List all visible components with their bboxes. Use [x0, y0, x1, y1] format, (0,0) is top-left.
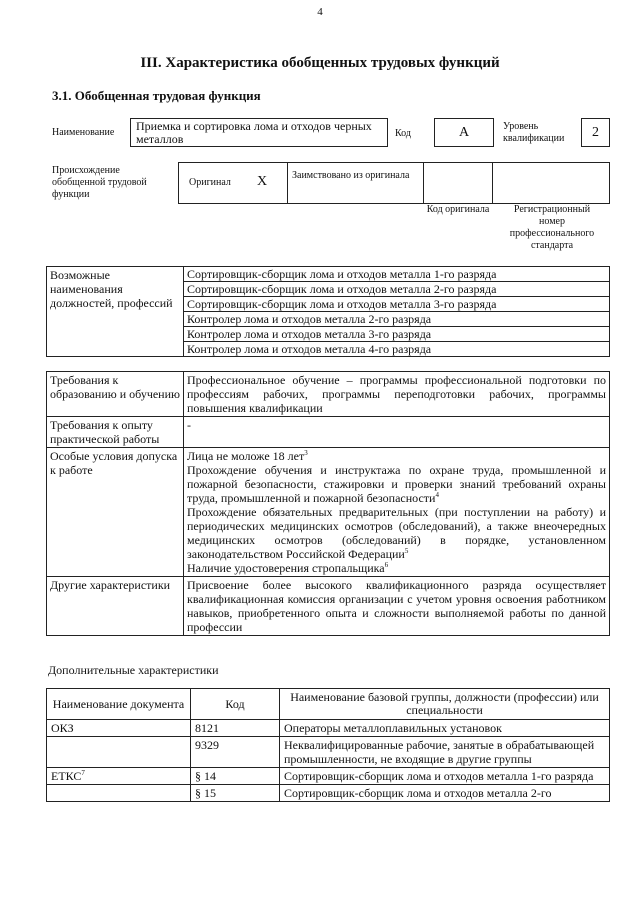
code-cell: § 15	[191, 785, 280, 802]
name-value: Приемка и сортировка лома и отходов черных металлов	[136, 119, 372, 146]
table-row	[47, 737, 610, 768]
doc-cell	[47, 785, 191, 802]
page-number: 4	[317, 6, 323, 18]
code-value-box	[434, 118, 494, 147]
conditions-label: Особые условия допуска к работе	[47, 448, 184, 577]
table-row	[47, 768, 610, 785]
name-cell: Операторы металлоплавильных установок	[280, 720, 610, 737]
code-original-caption: Код оригинала	[426, 204, 490, 215]
position-item: Сортировщик-сборщик лома и отходов металла 2-го разряда	[184, 282, 609, 297]
level-label: Уровень квалификации	[503, 121, 565, 144]
doc-cell	[47, 737, 191, 768]
requirements-table	[46, 371, 610, 636]
additional-title: Дополнительные характеристики	[48, 663, 219, 677]
code-label: Код	[395, 128, 411, 139]
original-label: Оригинал	[189, 177, 231, 188]
origin-label: Происхождение обобщенной трудовой функции	[52, 165, 147, 200]
level-value-box	[581, 118, 610, 147]
col-name-header: Наименование базовой группы, должности (профессии) или специальности	[280, 689, 610, 720]
name-cell: Неквалифицированные рабочие, занятые в обрабатывающей промышленности, не входящие в другие группы	[280, 737, 610, 768]
positions-list	[184, 267, 610, 357]
origin-table	[178, 162, 610, 204]
condition-item: Наличие удостоверения стропальщика$^6$	[187, 561, 389, 575]
experience-label: Требования к опыту практической работы	[47, 417, 184, 448]
section-title: III. Характеристика обобщенных трудовых функций	[140, 55, 500, 71]
borrowed-label: Заимствовано из оригинала	[292, 170, 410, 181]
other-label: Другие характеристики	[47, 577, 184, 636]
table-row	[47, 720, 610, 737]
subsection-title: 3.1. Обобщенная трудовая функция	[52, 88, 261, 103]
position-item: Сортировщик-сборщик лома и отходов металла 1-го разряда	[184, 267, 609, 282]
col-doc-header: Наименование документа	[47, 689, 191, 720]
experience-value: -	[184, 417, 610, 448]
name-cell: Сортировщик-сборщик лома и отходов металла 1-го разряда	[280, 768, 610, 785]
code-cell: 9329	[191, 737, 280, 768]
additional-table	[46, 688, 610, 802]
name-label: Наименование	[52, 127, 115, 138]
position-item: Контролер лома и отходов металла 3-го разряда	[184, 327, 609, 342]
condition-item: Прохождение обучения и инструктажа по охране труда, промышленной и пожарной безопасности, стажировки и проверки знаний требований охраны труда, промышленной и пожарной безопасности$^4$	[187, 463, 606, 505]
table-row	[47, 785, 610, 802]
code-cell: § 14	[191, 768, 280, 785]
position-item: Контролер лома и отходов металла 2-го разряда	[184, 312, 609, 327]
positions-label: Возможные наименования должностей, профессий	[47, 267, 184, 357]
name-value-box	[130, 118, 388, 147]
original-mark: X	[257, 174, 268, 189]
position-item: Контролер лома и отходов металла 4-го разряда	[187, 342, 432, 356]
condition-item: Лица не моложе 18 лет$^3$	[187, 449, 308, 463]
reg-number-caption: Регистрационный номер профессионального стандарта	[509, 204, 595, 251]
code-value: А	[458, 125, 470, 140]
doc-cell: ОКЗ	[47, 720, 191, 737]
positions-table	[46, 266, 610, 357]
position-item: Сортировщик-сборщик лома и отходов металла 3-го разряда	[184, 297, 609, 312]
education-value: Профессиональное обучение – программы профессиональной подготовки по профессиям рабочих, программы переподготовки рабочих, программы повышения квалификации	[184, 372, 610, 417]
condition-item: Прохождение обязательных предварительных (при поступлении на работу) и периодических медицинских осмотров (обследований), а также внеочередных медицинских осмотров (обследований) в порядке, установленном законодательством Российской Федерации$^5$	[187, 505, 606, 561]
doc-cell: ЕТКС$^7$	[47, 768, 191, 785]
level-value: 2	[592, 125, 599, 140]
code-cell: 8121	[191, 720, 280, 737]
name-cell: Сортировщик-сборщик лома и отходов металла 2-го	[280, 785, 610, 802]
conditions-list	[184, 448, 610, 577]
col-code-header: Код	[191, 689, 280, 720]
other-value: Присвоение более высокого квалификационного разряда осуществляет квалификационная комиссия организации с учетом уровня освоения работником навыков, приобретенного опыта и сложности выполняемой работы по данной профессии	[184, 577, 610, 636]
education-label: Требования к образованию и обучению	[47, 372, 184, 417]
